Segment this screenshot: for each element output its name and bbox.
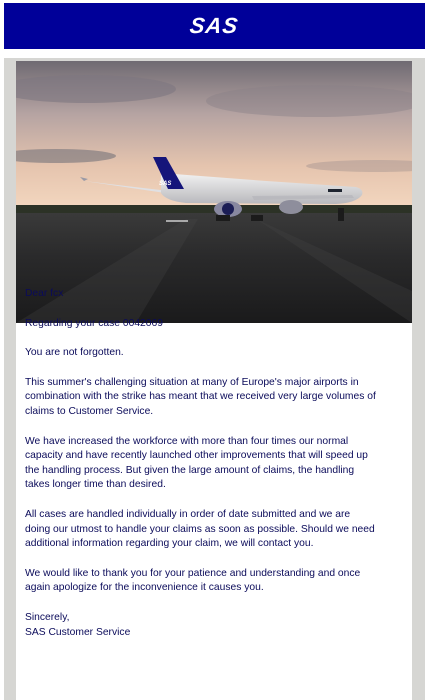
signoff: Sincerely, xyxy=(25,611,70,623)
sas-logo[interactable]: SAS xyxy=(188,13,241,38)
thanks-paragraph: We would like to thank you for your patience and understanding and once again apologize for the inconvenience it causes you. xyxy=(25,567,361,594)
not-forgotten-line: You are not forgotten. xyxy=(25,347,124,359)
email-body xyxy=(25,287,377,640)
signature: SAS Customer Service xyxy=(25,626,131,638)
tail-logo: SAS xyxy=(159,181,172,187)
hero-image xyxy=(16,61,412,323)
situation-paragraph: This summer's challenging situation at many of Europe's major airports in combination with the strike has meant that we received very large volumes of claims to Customer Service. xyxy=(25,376,376,417)
email-header xyxy=(4,3,425,49)
airplane-runway-illustration xyxy=(16,61,412,323)
case-reference: Regarding your case 0042069 xyxy=(25,317,163,329)
greeting: Dear fcx xyxy=(25,288,64,299)
cases-paragraph: All cases are handled individually in order of date submitted and we are doing our utmost to handle your claims as soon as possible. Should we need additional information regarding your claim, we will contact you. xyxy=(25,508,375,550)
workforce-paragraph: We have increased the workforce with more than four times our normal capacity and have recently launched other improvements that will speed up the handling process. But given the large amount of claims, the handling takes longer time than desired. xyxy=(25,435,368,491)
